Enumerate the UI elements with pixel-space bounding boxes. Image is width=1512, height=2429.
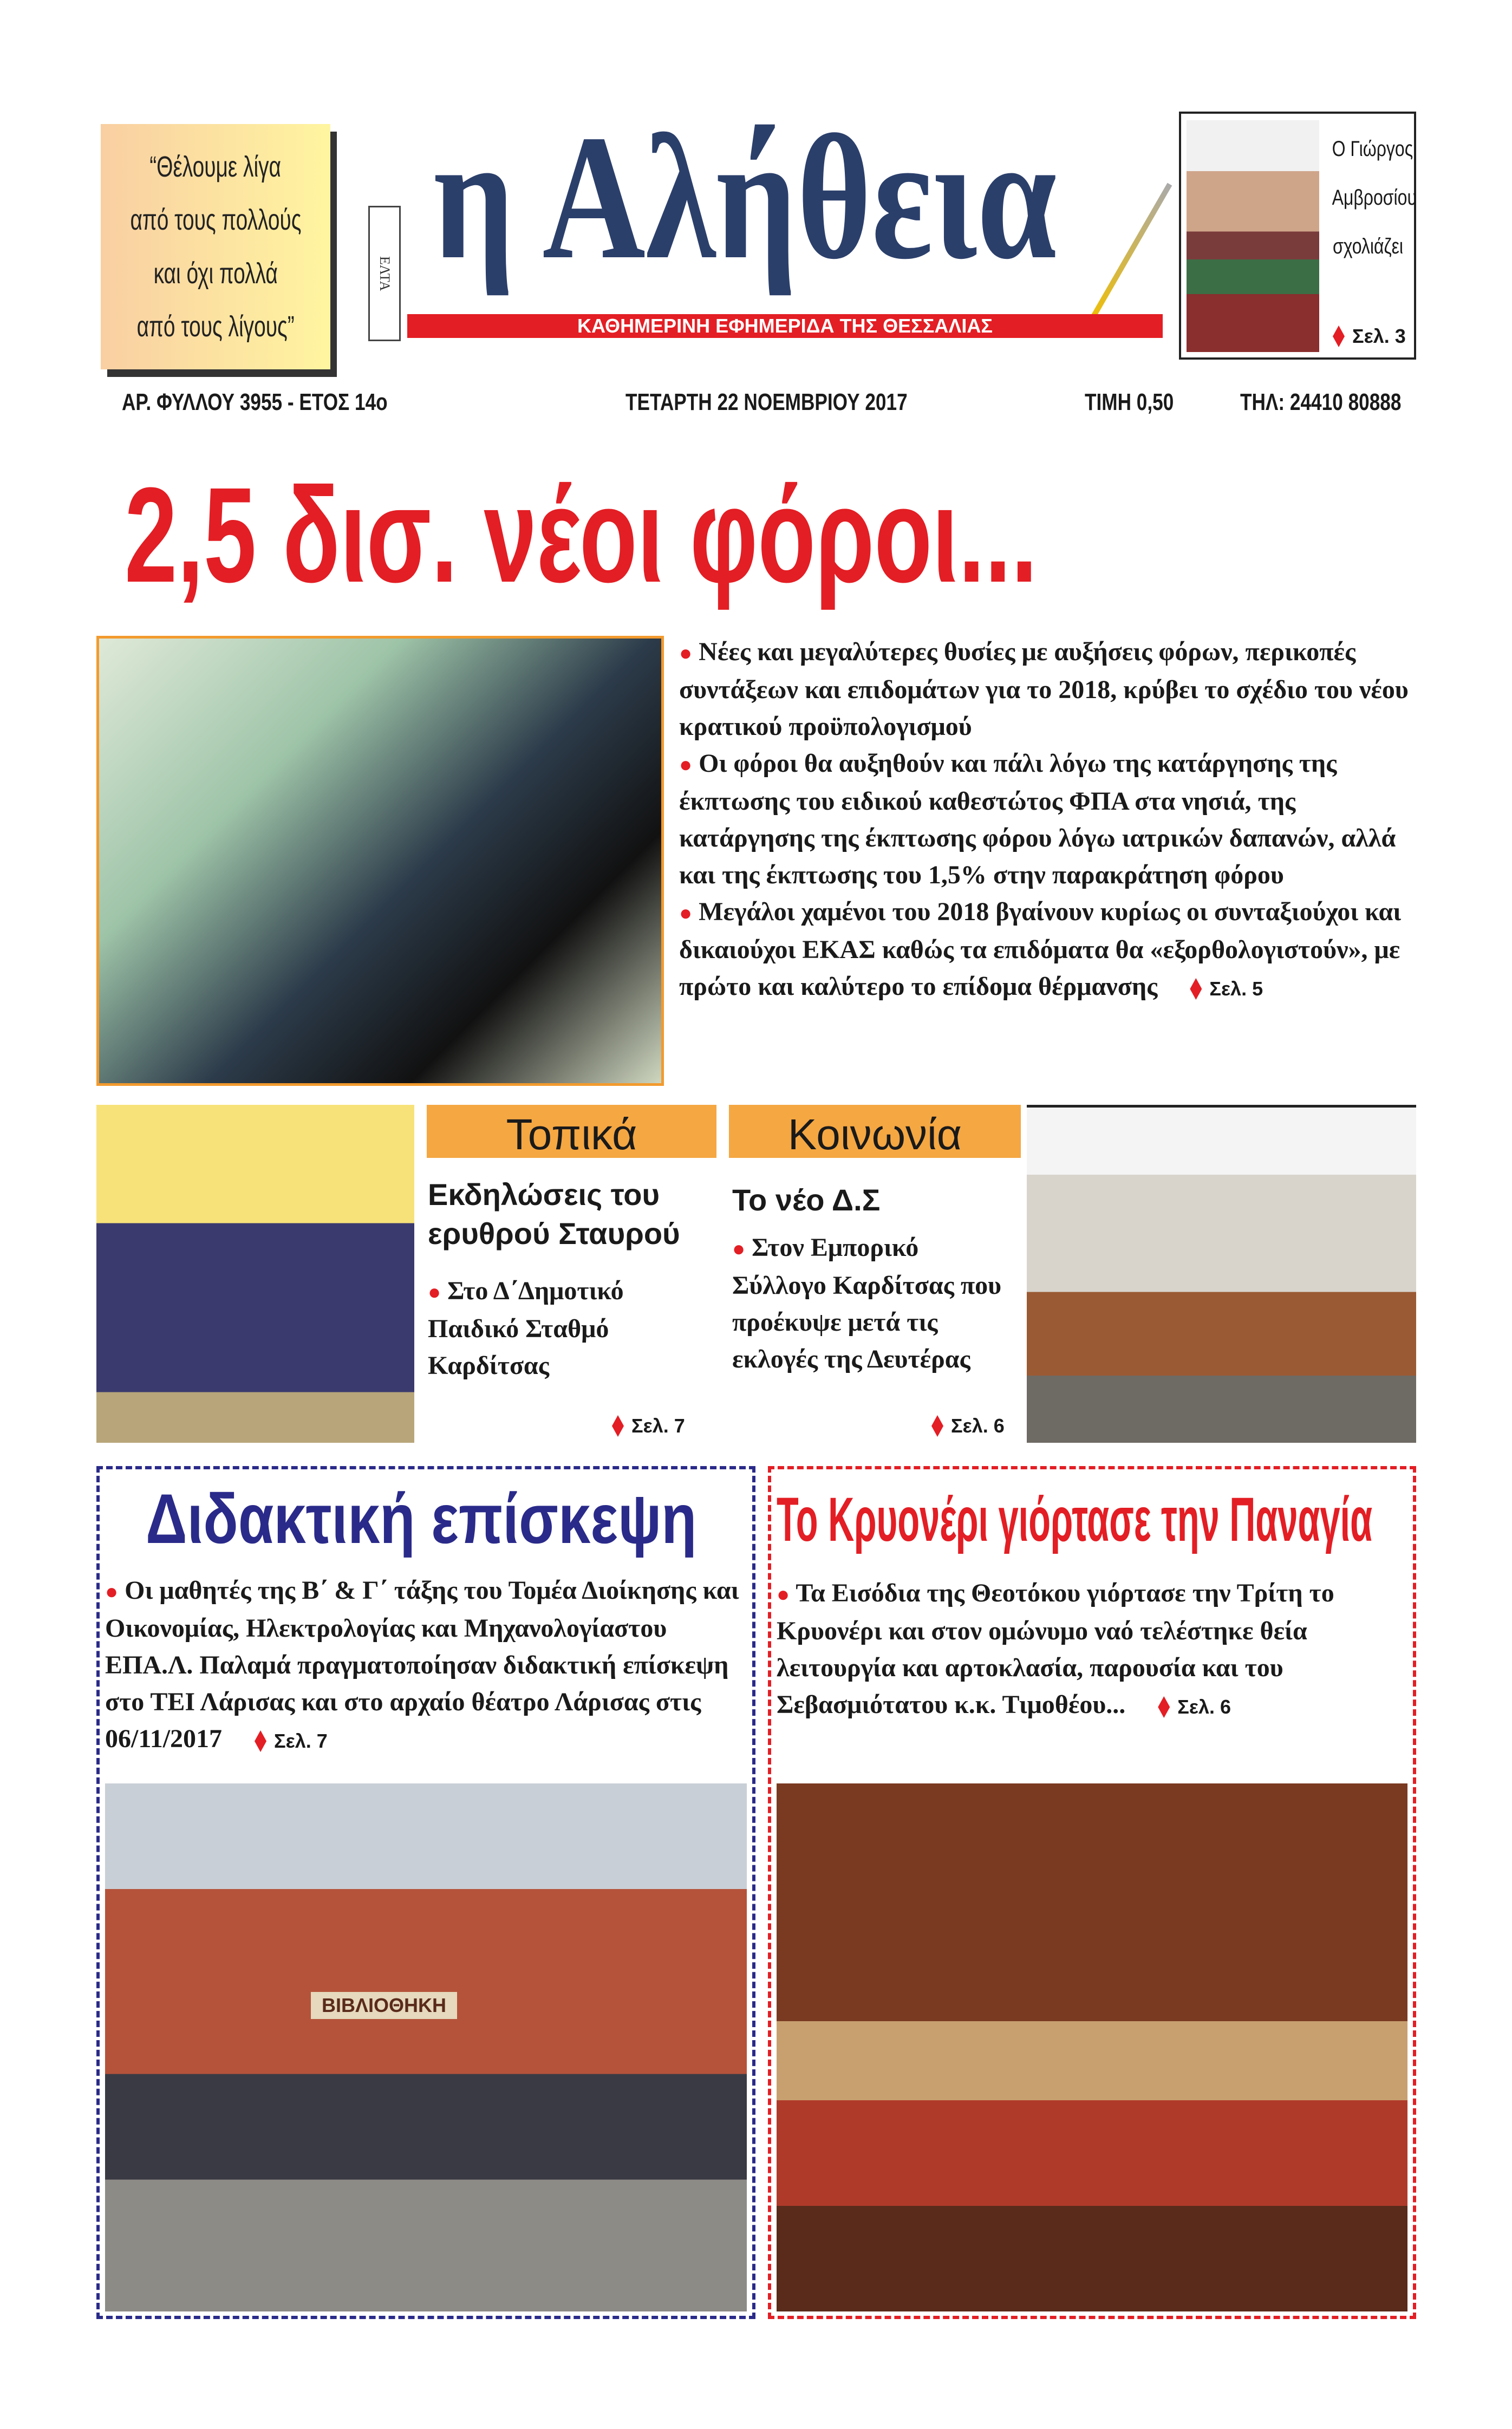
motto-line: “Θέλουμε λίγα — [149, 151, 282, 184]
local-page-ref — [612, 1415, 685, 1437]
local-title: Εκδηλώσεις του ερυθρού Σταυρού — [428, 1177, 680, 1251]
red-cross-photo — [96, 1105, 414, 1443]
motto-line: από τους λίγους” — [136, 310, 295, 343]
feast-page-ref — [1158, 1689, 1231, 1725]
main-headline: 2,5 δισ. νέοι φόροι... — [125, 459, 1038, 610]
lead-page-ref — [1190, 971, 1263, 1007]
page-ref-label: Σελ. 6 — [1177, 1695, 1231, 1718]
lead-bullet: ● Οι φόροι θα αυξηθούν και πάλι λόγω της κατάργησης της έκπτωσης του ειδικού καθεστώτος ΦΠΑ στα νησιά, της κατάργησης της έκπτωσης φόρου λόγω ιατρικών δαπανών, αλλά και της έκπτωσης του 1,5% στην παρακράτηση φόρου — [679, 749, 1396, 889]
visit-page-ref — [255, 1723, 328, 1760]
church-photo — [777, 1783, 1407, 2311]
page-ref-label: Σελ. 7 — [274, 1729, 328, 1752]
pen-icon — [1086, 183, 1172, 327]
section-tag-local: Τοπικά — [427, 1105, 716, 1158]
newspaper-logo: η Αλήθεια — [433, 99, 1057, 296]
tagline: ΚΑΘΗΜΕΡΙΝΗ ΕΦΗΜΕΡΙΔΑ ΤΗΣ ΘΕΣΣΑΛΙΑΣ — [407, 314, 1163, 338]
library-sign: ΒΙΒΛΙΟΘΗΚΗ — [311, 1992, 457, 2019]
page-ref-label: Σελ. 5 — [1209, 977, 1263, 1000]
lead-bullet: ● Νέες και μεγαλύτερες θυσίες με αυξήσεις φόρων, περικοπές συντάξεων και επιδομάτων για το 2018, κρύβει το σχέδιο του νέου κρατικού προϋπολογισμού — [679, 637, 1409, 741]
election-photo — [1027, 1105, 1416, 1443]
feast-text: ● Τα Εισόδια της Θεοτόκου γιόρτασε την Τρίτη το Κρυονέρι και στον ομώνυμο ναό τελέστηκε θεία λειτουργία και αρτοκλασία, παρουσία και του Σεβασμιότατου κ.κ. Τιμοθέου... Σελ. 6 — [777, 1575, 1407, 1725]
motto-box — [101, 124, 330, 369]
lead-photo — [96, 636, 664, 1086]
columnist-box[interactable] — [1179, 112, 1416, 360]
diamond-icon — [1158, 1696, 1170, 1718]
school-visit-photo — [105, 1783, 747, 2311]
columnist-text — [1323, 125, 1417, 271]
lead-text — [679, 634, 1416, 1007]
columnist-line: Αμβροσίου — [1332, 186, 1417, 210]
elta-seal: ΕΛΤΑ — [368, 206, 401, 341]
diamond-icon — [931, 1415, 943, 1437]
society-title: Το νέο Δ.Σ — [732, 1183, 881, 1217]
diamond-icon — [1190, 978, 1202, 1000]
issue-date: ΤΕΤΑΡΤΗ 22 ΝΟΕΜΒΡΙΟΥ 2017 — [625, 389, 908, 415]
issue-number: ΑΡ. ΦΥΛΛΟΥ 3955 - ΕΤΟΣ 14ο — [122, 389, 388, 415]
motto-line: και όχι πολλά — [153, 257, 278, 290]
columnist-photo — [1187, 120, 1319, 352]
feast-title: Το Κρυονέρι γιόρτασε την Παναγία — [777, 1485, 1373, 1554]
page-ref-label: Σελ. 7 — [631, 1415, 685, 1437]
diamond-icon — [612, 1415, 624, 1437]
phone: ΤΗΛ: 24410 80888 — [1240, 389, 1402, 415]
page-ref-label: Σελ. 3 — [1352, 325, 1406, 347]
price: ΤΙΜΗ 0,50 — [1085, 389, 1174, 415]
visit-title: Διδακτική επίσκεψη — [146, 1479, 697, 1558]
motto-line: από τους πολλούς — [129, 204, 302, 237]
diamond-icon — [255, 1730, 266, 1752]
columnist-line: σχολιάζει — [1333, 235, 1403, 258]
society-text: ● Στον Εμπορικό Σύλλογο Καρδίτσας που προέκυψε μετά τις εκλογές της Δευτέρας — [732, 1233, 1002, 1373]
society-page-ref — [931, 1415, 1005, 1437]
visit-text: ● Οι μαθητές της Β΄ & Γ΄ τάξης του Τομέα Διοίκησης και Οικονομίας, Ηλεκτρολογίας και Μηχανολογίαστου ΕΠΑ.Λ. Παλαμά πραγματοποίησαν διδακτική επίσκεψη στο ΤΕΙ Λάρισας και στο αρχαίο θέατρο Λάρισας στις 06/11/2017 Σελ. 7 — [105, 1572, 747, 1760]
page-ref — [1333, 325, 1406, 348]
visit-article — [96, 1466, 755, 2319]
diamond-icon — [1333, 325, 1345, 347]
section-tag-society: Κοινωνία — [729, 1105, 1021, 1158]
lead-bullet: ● Μεγάλοι χαμένοι του 2018 βγαίνουν κυρίως οι συνταξιούχοι και δικαιούχοι ΕΚΑΣ καθώς τα επιδόματα θα «εξορθολογιστούν», με πρώτο και καλύτερο το επίδομα θέρμανσης Σελ. 5 — [679, 894, 1416, 1007]
local-text: ● Στο Δ΄Δημοτικό Παιδικό Σταθμό Καρδίτσας — [428, 1277, 624, 1380]
columnist-line: Ο Γιώργος — [1332, 137, 1413, 161]
page-ref-label: Σελ. 6 — [951, 1415, 1005, 1437]
feast-article — [768, 1466, 1416, 2319]
